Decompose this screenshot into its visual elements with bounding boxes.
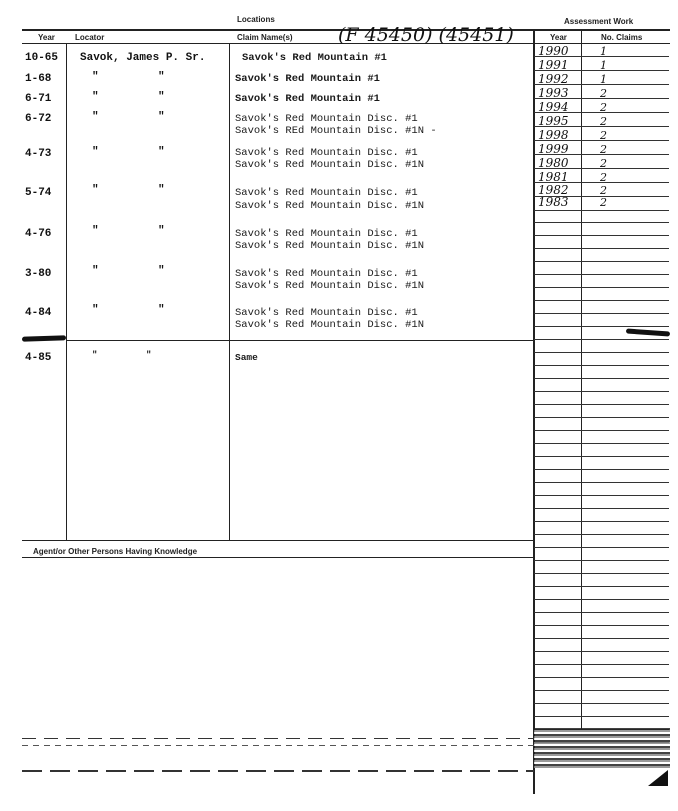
ledger-line [534, 261, 669, 262]
assessment-work-label: Assessment Work [564, 17, 634, 26]
row-year: 6-71 [25, 93, 52, 105]
row-year: 5-74 [25, 187, 52, 199]
row-locator: " " [92, 265, 165, 277]
ledger-line [534, 599, 669, 600]
ledger-line [534, 365, 669, 366]
ledger-line [534, 495, 669, 496]
row-locator: " " [92, 111, 165, 123]
aw-claims-entry: 2 [600, 196, 607, 209]
row-claim: Savok's Red Mountain Disc. #1 [235, 147, 418, 159]
col-divider-year [66, 43, 67, 540]
row-claim: Savok's Red Mountain Disc. #1N [235, 240, 425, 252]
row-locator: " " [92, 91, 165, 103]
row-year: 4-85 [25, 352, 52, 364]
locations-label: Locations [237, 15, 275, 24]
ledger-line [534, 534, 669, 535]
row-year: 4-73 [25, 148, 52, 160]
ledger-line [534, 287, 669, 288]
ledger-line [534, 703, 669, 704]
ledger-line [534, 521, 669, 522]
ledger-line [534, 456, 669, 457]
row-claim: Savok's REd Mountain Disc. #1N - [235, 125, 437, 137]
agent-rule [22, 557, 534, 558]
row-locator: " " [92, 225, 165, 237]
row-claim: Savok's Red Mountain Disc. #1 [235, 228, 418, 240]
aw-claims-entry: 2 [600, 87, 607, 100]
row-year: 6-72 [25, 113, 52, 125]
ledger-line [534, 404, 669, 405]
aw-year-entry: 1991 [538, 58, 569, 72]
ledger-line [534, 339, 669, 340]
ledger-line [534, 274, 669, 275]
ledger-line [534, 638, 669, 639]
aw-year-entry: 1983 [538, 195, 569, 209]
hand-drawn-divider-right [626, 328, 670, 336]
ledger-line [534, 586, 669, 587]
ledger-line [534, 210, 669, 211]
col-aw-claims-header: No. Claims [601, 33, 643, 42]
ledger-line [534, 560, 669, 561]
col-aw-year-header: Year [550, 33, 567, 42]
aw-claims-entry: 1 [600, 59, 607, 72]
ledger-line [534, 690, 669, 691]
col-year-header: Year [38, 33, 55, 42]
row-locator: " " [92, 350, 152, 360]
ledger-line [534, 313, 669, 314]
ledger-line [534, 443, 669, 444]
row-claim: Savok's Red Mountain #1 [235, 93, 380, 105]
aw-year-entry: 1998 [538, 128, 569, 142]
row-claim: Savok's Red Mountain Disc. #1N [235, 280, 425, 292]
hand-drawn-divider [22, 335, 66, 342]
aw-year-entry: 1982 [538, 183, 569, 197]
ledger-line [534, 248, 669, 249]
aw-claims-entry: 2 [600, 101, 607, 114]
aw-year-entry: 1990 [538, 44, 569, 58]
ledger-line [534, 352, 669, 353]
ledger-line [534, 482, 669, 483]
row-locator: " " [92, 184, 165, 196]
row-rule [66, 340, 533, 341]
aw-year-entry: 1995 [538, 114, 569, 128]
ledger-line [534, 573, 669, 574]
scan-corner-mark [648, 770, 668, 786]
aw-year-entry: 1994 [538, 100, 569, 114]
scan-noise-line [22, 770, 534, 772]
aw-claims-entry: 2 [600, 143, 607, 156]
aw-claims-entry: 2 [600, 184, 607, 197]
row-year: 3-80 [25, 268, 52, 280]
row-claim: Savok's Red Mountain Disc. #1N [235, 200, 425, 212]
row-locator: " " [92, 71, 165, 83]
ledger-line [534, 677, 669, 678]
col-divider-locator [229, 43, 230, 540]
col-claim-names-header: Claim Name(s) [237, 33, 293, 42]
row-locator: " " [92, 146, 165, 158]
row-claim: Savok's Red Mountain Disc. #1 [235, 187, 418, 199]
scan-noise-line [22, 745, 534, 746]
aw-claims-entry: 1 [600, 45, 607, 58]
ledger-line [534, 391, 669, 392]
row-claim: Same [235, 352, 258, 363]
row-year: 1-68 [25, 73, 52, 85]
aw-claims-entry: 2 [600, 115, 607, 128]
ledger-line [534, 625, 669, 626]
row-locator: " " [92, 304, 165, 316]
ledger-line [534, 651, 669, 652]
ledger-line [534, 664, 669, 665]
ledger-line [534, 300, 669, 301]
aw-year-entry: 1981 [538, 170, 569, 184]
table-bottom-rule [22, 540, 534, 541]
aw-year-entry: 1992 [538, 72, 569, 86]
row-claim: Savok's Red Mountain #1 [242, 52, 387, 64]
row-claim: Savok's Red Mountain Disc. #1 [235, 268, 418, 280]
aw-claims-entry: 2 [600, 157, 607, 170]
row-year: 4-84 [25, 307, 52, 319]
aw-claims-entry: 2 [600, 129, 607, 142]
row-claim: Savok's Red Mountain #1 [235, 73, 380, 85]
ledger-line [534, 417, 669, 418]
row-claim: Savok's Red Mountain Disc. #1N [235, 319, 425, 331]
row-claim: Savok's Red Mountain Disc. #1 [235, 307, 418, 319]
aw-year-entry: 1999 [538, 142, 569, 156]
ledger-line [534, 222, 669, 223]
ledger-line [534, 326, 669, 327]
scan-noise-line [22, 738, 534, 739]
ledger-line [534, 430, 669, 431]
aw-year-entry: 1980 [538, 156, 569, 170]
ledger-line [534, 469, 669, 470]
agent-label: Agent/or Other Persons Having Knowledge [33, 547, 198, 556]
ledger-line [534, 508, 669, 509]
scan-noise-block [534, 728, 670, 768]
ledger-line [534, 235, 669, 236]
aw-claims-entry: 1 [600, 73, 607, 86]
row-locator: Savok, James P. Sr. [80, 52, 206, 64]
aw-claims-entry: 2 [600, 171, 607, 184]
row-year: 4-76 [25, 228, 52, 240]
ledger-line [534, 612, 669, 613]
ledger-line [534, 716, 669, 717]
row-claim: Savok's Red Mountain Disc. #1 [235, 113, 418, 125]
row-year: 10-65 [25, 52, 59, 64]
aw-year-entry: 1993 [538, 86, 569, 100]
handwritten-serial-ref: (F 45450) (45451) [338, 24, 514, 46]
ledger-line [534, 547, 669, 548]
col-divider-claims [533, 29, 535, 794]
col-locator-header: Locator [75, 33, 105, 42]
row-claim: Savok's Red Mountain Disc. #1N [235, 159, 425, 171]
ledger-line [534, 378, 669, 379]
